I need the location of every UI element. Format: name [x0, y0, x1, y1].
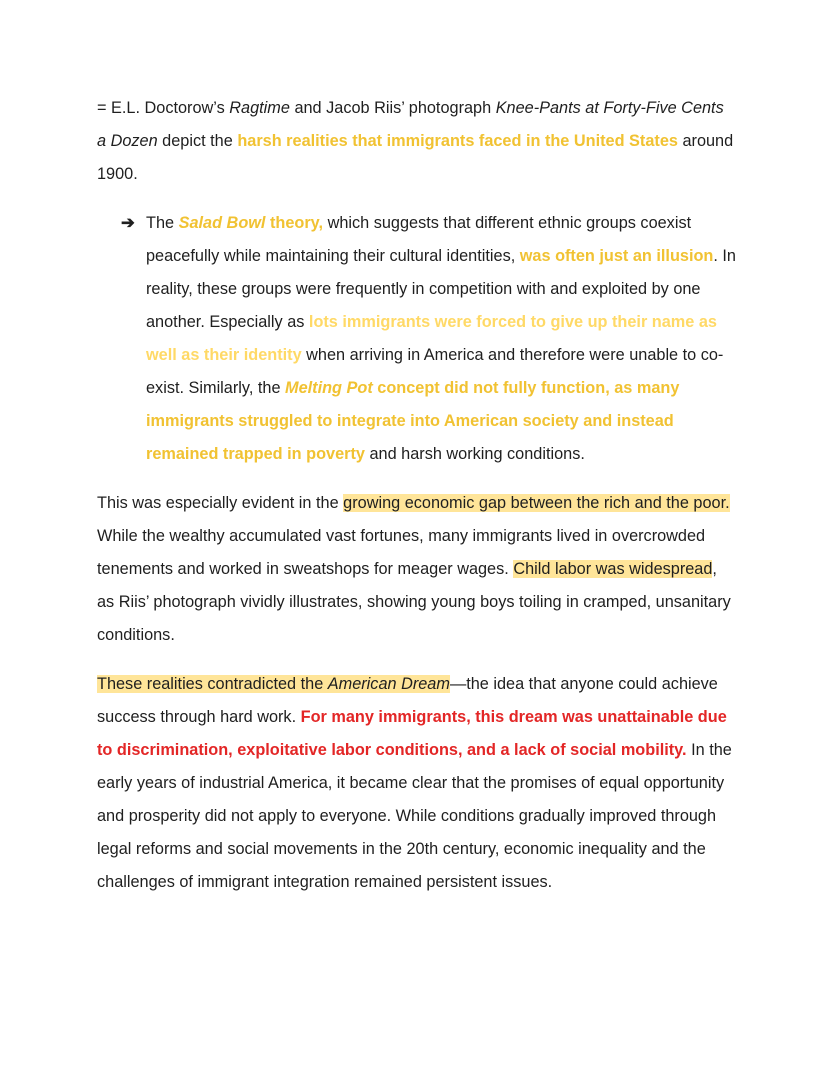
gap-highlight: growing economic gap between the rich and the poor. — [343, 494, 730, 512]
intro-emphasis: harsh realities that immigrants faced in the United States — [237, 132, 678, 150]
dream-highlight-1: These realities contradicted the — [97, 675, 328, 693]
bullet-text-2: which suggests that different ethnic groups coexist peacefully while maintaining their cultural identities, — [146, 214, 692, 265]
bullet-text-1: The — [146, 214, 179, 232]
american-dream-paragraph — [97, 668, 737, 899]
gap-text-1: This was especially evident in the — [97, 494, 344, 512]
salad-bowl-term: Salad Bowl — [178, 214, 266, 232]
bullet-text-5: and harsh working conditions. — [364, 445, 585, 463]
bullet-paragraph — [146, 207, 737, 471]
dream-red-emphasis: For many immigrants, this dream was unattainable due to discrimination, exploitative labor conditions, and a lack of social mobility. — [97, 708, 727, 759]
american-dream-term: American Dream — [327, 675, 450, 693]
bullet-item — [97, 207, 737, 471]
theory-term: theory, — [265, 214, 324, 232]
intro-text-2: and Jacob Riis’ photograph — [289, 99, 496, 117]
intro-text-1: = E.L. Doctorow’s — [97, 99, 230, 117]
intro-text-4: around 1900. — [97, 132, 734, 183]
arrow-bullet-icon: ➔ — [121, 214, 135, 232]
identity-emphasis: lots immigrants were forced to give up their name as well as their identity — [146, 313, 717, 364]
intro-text-3: depict the — [157, 132, 238, 150]
dream-text-2: In the early years of industrial America, it became clear that the promises of equal opportunity and prosperity did not apply to everyone. While conditions gradually improved through legal reforms and social movements in the 20th century, economic inequality and the challenges of immigrant integration remained persistent issues. — [97, 741, 732, 891]
gap-text-3: , as Riis’ photograph vividly illustrates, showing young boys toiling in cramped, unsanitary conditions. — [97, 560, 731, 644]
bullet-text-4: when arriving in America and therefore were unable to co-exist. Similarly, the — [146, 346, 724, 397]
ragtime-title: Ragtime — [229, 99, 290, 117]
economic-gap-paragraph — [97, 487, 737, 652]
bullet-text-3: . In reality, these groups were frequently in competition with and exploited by one another. Especially as — [146, 247, 736, 331]
gap-text-2: While the wealthy accumulated vast fortunes, many immigrants lived in overcrowded tenements and worked in sweatshops for meager wages. — [97, 527, 706, 578]
melting-pot-term: Melting Pot — [285, 379, 373, 397]
illusion-emphasis: was often just an illusion — [519, 247, 714, 265]
intro-paragraph — [97, 92, 737, 191]
child-labor-highlight: Child labor was widespread — [513, 560, 713, 578]
dream-text-1: —the idea that anyone could achieve success through hard work. — [97, 675, 718, 726]
melting-pot-emphasis: concept did not fully function, as many immigrants struggled to integrate into American society and instead remained trapped in poverty — [146, 379, 680, 463]
document-body — [97, 92, 737, 915]
photo-title: Knee-Pants at Forty-Five Cents a Dozen — [97, 99, 724, 150]
